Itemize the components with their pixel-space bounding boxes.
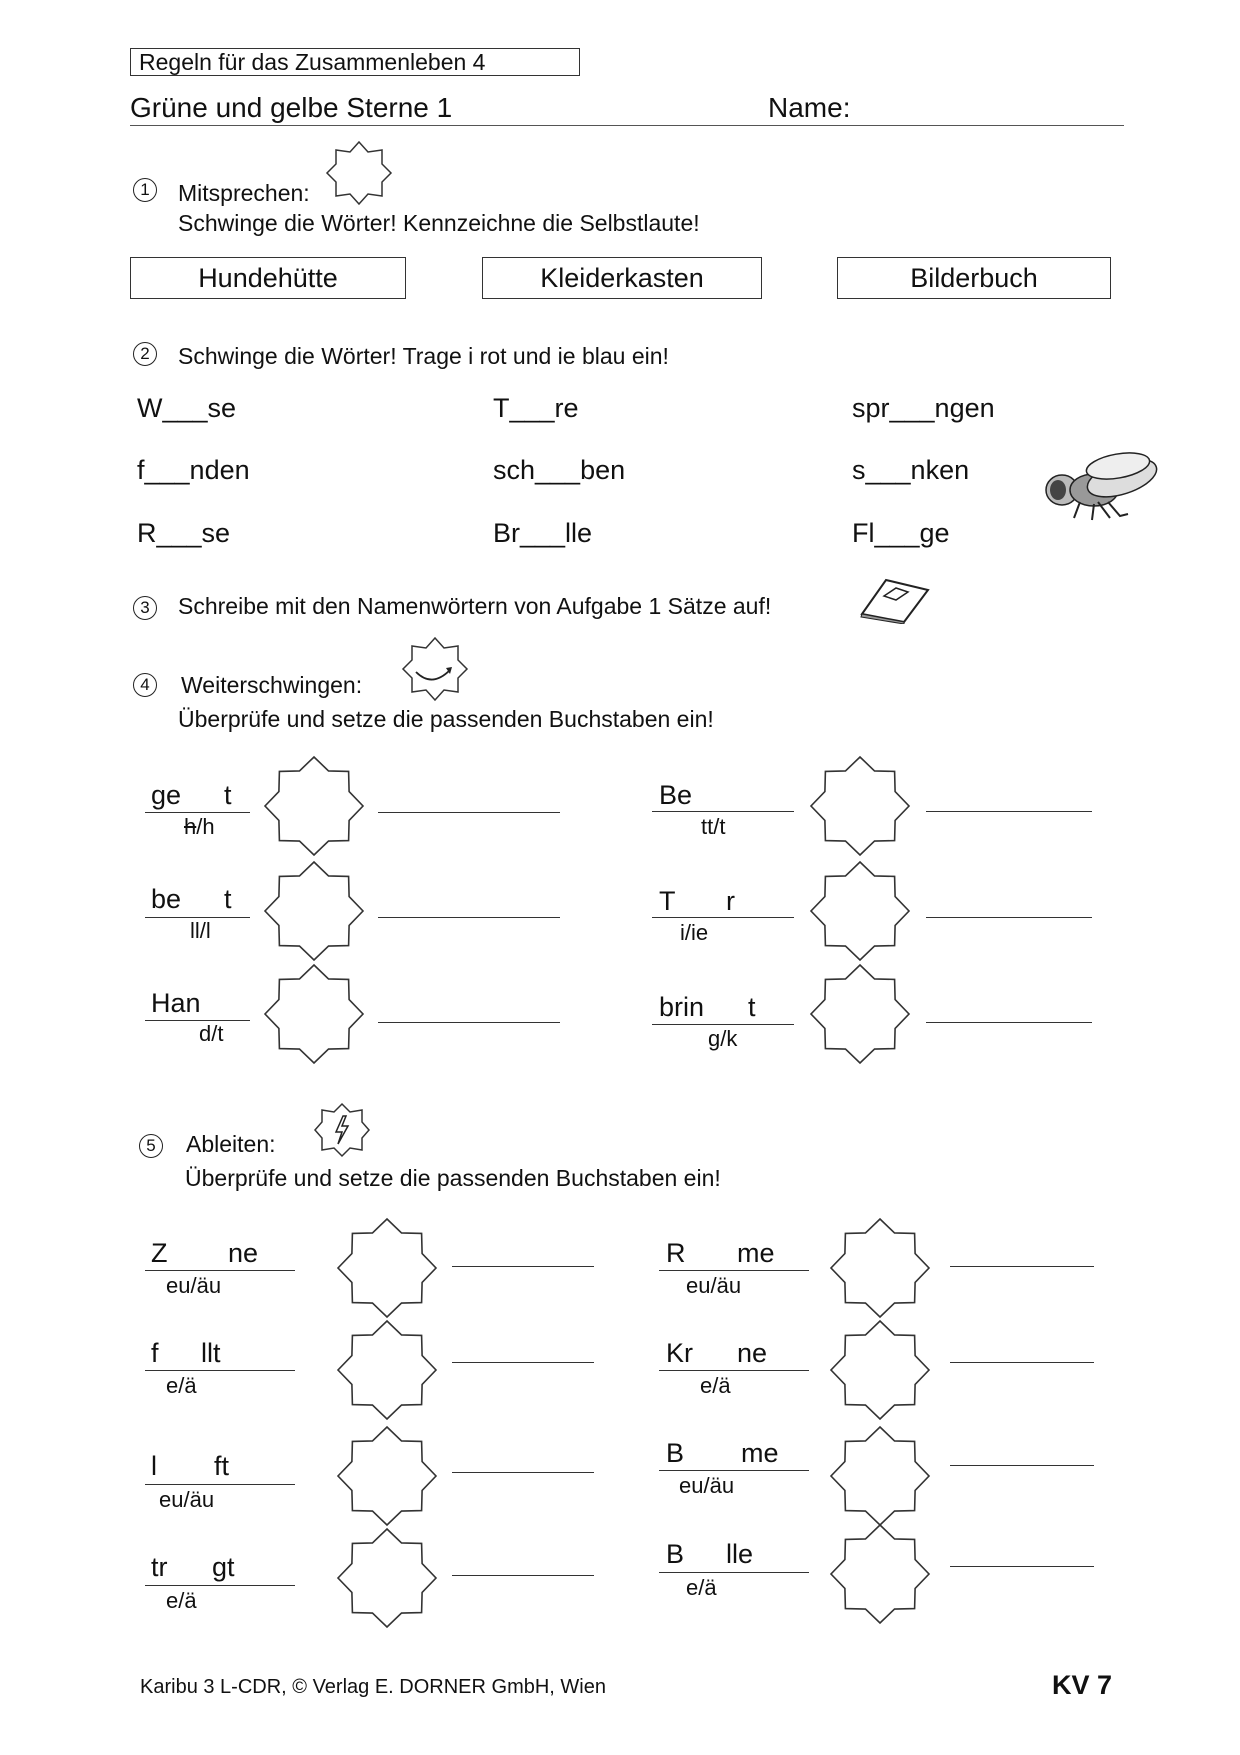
gap-word[interactable]: Fl___ge bbox=[852, 518, 950, 548]
word-box-3: Bilderbuch bbox=[837, 257, 1111, 299]
star-outline[interactable] bbox=[338, 1321, 436, 1419]
letter-hint: i/ie bbox=[680, 920, 709, 945]
star-outline[interactable] bbox=[265, 757, 363, 855]
star-outline[interactable] bbox=[265, 965, 363, 1063]
word-start: tr bbox=[151, 1552, 168, 1582]
word-start: B bbox=[666, 1539, 685, 1569]
word-end: ne bbox=[228, 1238, 259, 1268]
letter-hint: g/k bbox=[708, 1026, 738, 1051]
letter-hint: h/h bbox=[184, 814, 215, 839]
word-end: r bbox=[726, 886, 735, 916]
gap-word[interactable]: R___se bbox=[137, 518, 231, 548]
word-start: Be bbox=[659, 780, 693, 810]
word-end: t bbox=[224, 884, 232, 914]
star-outline[interactable] bbox=[265, 862, 363, 960]
task-number-5: 5 bbox=[139, 1134, 163, 1158]
gap-word[interactable]: spr___ngen bbox=[852, 393, 995, 423]
task4-instruction: Überprüfe und setze die passenden Buchstaben ein! bbox=[178, 706, 714, 732]
gap-word[interactable]: W___se bbox=[137, 393, 237, 423]
word-start: Z bbox=[151, 1238, 168, 1268]
gap-word[interactable]: T___re bbox=[493, 393, 579, 423]
word-end: me bbox=[737, 1238, 775, 1268]
name-label: Name: bbox=[768, 92, 851, 123]
task4-heading: Weiterschwingen: bbox=[181, 672, 363, 698]
word-box-1: Hundehütte bbox=[130, 257, 406, 299]
task3-instruction: Schreibe mit den Namenwörtern von Aufgabe 1 Sätze auf! bbox=[178, 593, 772, 619]
task-number-1: 1 bbox=[133, 178, 157, 202]
word-start: Kr bbox=[666, 1338, 693, 1368]
word-start: brin bbox=[659, 992, 705, 1022]
star-outline[interactable] bbox=[811, 757, 909, 855]
star-outline[interactable] bbox=[831, 1427, 929, 1525]
task-number-2: 2 bbox=[133, 342, 157, 366]
word-box-2: Kleiderkasten bbox=[482, 257, 762, 299]
word-start: f bbox=[151, 1338, 159, 1368]
letter-hint: eu/äu bbox=[166, 1273, 222, 1298]
footer-copyright: Karibu 3 L-CDR, © Verlag E. DORNER GmbH, Wien bbox=[140, 1676, 606, 1698]
word-end: t bbox=[224, 780, 232, 810]
word-start: B bbox=[666, 1438, 685, 1468]
word-end: lle bbox=[726, 1539, 754, 1569]
letter-hint: eu/äu bbox=[159, 1487, 215, 1512]
star-outline[interactable] bbox=[338, 1529, 436, 1627]
word-end: ft bbox=[214, 1451, 230, 1481]
word-end: llt bbox=[201, 1338, 221, 1368]
letter-hint: d/t bbox=[199, 1021, 224, 1046]
word-end: me bbox=[741, 1438, 779, 1468]
footer-code: KV 7 bbox=[1052, 1670, 1113, 1700]
word-start: be bbox=[151, 884, 182, 914]
word-start: T bbox=[659, 886, 676, 916]
task1-heading: Mitsprechen: bbox=[178, 180, 310, 206]
word-end: ne bbox=[737, 1338, 768, 1368]
word-end: gt bbox=[212, 1552, 235, 1582]
letter-hint: eu/äu bbox=[686, 1273, 742, 1298]
word-start: Han bbox=[151, 988, 201, 1018]
gap-word[interactable]: Br___lle bbox=[493, 518, 593, 548]
word-end: t bbox=[748, 992, 756, 1022]
star-outline[interactable] bbox=[831, 1525, 929, 1623]
star-outline[interactable] bbox=[338, 1219, 436, 1317]
word-start: l bbox=[151, 1451, 157, 1481]
letter-hint: ll/l bbox=[190, 918, 211, 943]
task-number-4: 4 bbox=[133, 673, 157, 697]
gap-word[interactable]: sch___ben bbox=[493, 455, 626, 485]
letter-hint: e/ä bbox=[166, 1373, 197, 1398]
letter-hint: e/ä bbox=[686, 1575, 717, 1600]
task1-instruction: Schwinge die Wörter! Kennzeichne die Selbstlaute! bbox=[178, 210, 700, 236]
task5-heading: Ableiten: bbox=[186, 1131, 276, 1157]
task5-instruction: Überprüfe und setze die passenden Buchstaben ein! bbox=[185, 1165, 721, 1191]
letter-hint: tt/t bbox=[701, 814, 726, 839]
letter-hint: eu/äu bbox=[679, 1473, 735, 1498]
task2-instruction: Schwinge die Wörter! Trage i rot und ie blau ein! bbox=[178, 343, 669, 369]
letter-hint: e/ä bbox=[700, 1373, 731, 1398]
page-title: Grüne und gelbe Sterne 1 bbox=[130, 92, 453, 123]
word-start: ge bbox=[151, 780, 182, 810]
star-outline[interactable] bbox=[831, 1321, 929, 1419]
letter-hint: e/ä bbox=[166, 1588, 197, 1613]
star-outline[interactable] bbox=[811, 862, 909, 960]
star-outline[interactable] bbox=[831, 1219, 929, 1317]
star-outline[interactable] bbox=[338, 1427, 436, 1525]
word-start: R bbox=[666, 1238, 686, 1268]
gap-word[interactable]: f___nden bbox=[137, 455, 250, 485]
gap-word[interactable]: s___nken bbox=[852, 455, 970, 485]
star-outline[interactable] bbox=[811, 965, 909, 1063]
series-title: Regeln für das Zusammenleben 4 bbox=[130, 48, 580, 76]
task-number-3: 3 bbox=[133, 596, 157, 620]
